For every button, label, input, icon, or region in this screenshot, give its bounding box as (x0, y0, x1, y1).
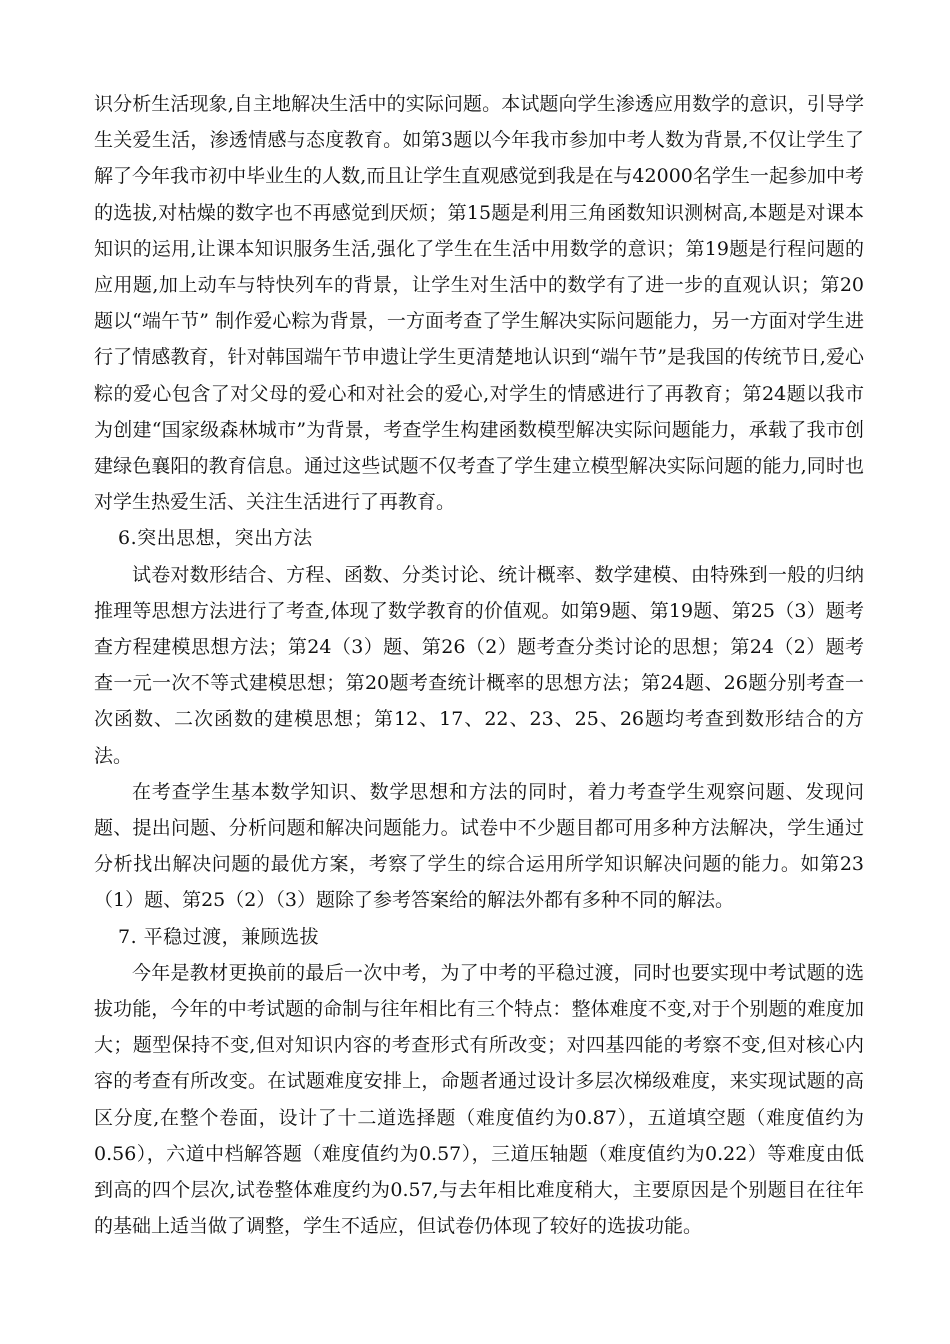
document-page (94, 86, 864, 1245)
section-heading-6: 6.突出思想，突出方法 (118, 527, 313, 550)
section-heading-7: 7. 平稳过渡，兼顾选拔 (118, 925, 320, 948)
paragraph-life-application: 识分析生活现象,自主地解决生活中的实际问题。本试题向学生渗透应用数学的意识，引导学生关爱生活，渗透情感与态度教育。如第3题以今年我市参加中考人数为背景,不仅让学生了解了今年我市初中毕业生的人数,而且让学生直观感觉到我是在与42000名学生一起参加中考的选拔,对枯燥的数字也不再感觉到厌烦；第15题是利用三角函数知识测树高,本题是对课本知识的运用,让课本知识服务生活,强化了学生在生活中用数学的意识；第19题是行程问题的应用题,加上动车与特快列车的背景，让学生对生活中的数学有了进一步的直观认识；第20题以“端午节” 制作爱心粽为背景，一方面考查了学生解决实际问题能力，另一方面对学生进行了情感教育，针对韩国端午节申遗让学生更清楚地认识到“端午节”是我国的传统节日,爱心粽的爱心包含了对父母的爱心和对社会的爱心,对学生的情感进行了再教育；第24题以我市为创建“国家级森林城市”为背景，考查学生构建函数模型解决实际问题能力，承载了我市创建绿色襄阳的教育信息。通过这些试题不仅考查了学生建立模型解决实际问题的能力,同时也对学生热爱生活、关注生活进行了再教育。 (94, 93, 864, 514)
paragraph-thinking-methods: 试卷对数形结合、方程、函数、分类讨论、统计概率、数学建模、由特殊到一般的归纳推理等思想方法进行了考查,体现了数学教育的价值观。如第9题、第19题、第25（3）题考查方程建模思想方法；第24（3）题、第26（2）题考查分类讨论的思想；第24（2）题考查一元一次不等式建模思想；第20题考查统计概率的思想方法；第24题、26题分别考查一次函数、二次函数的建模思想；第12、17、22、23、25、26题均考查到数形结合的方法。 (94, 563, 864, 767)
paragraph-difficulty-transition: 今年是教材更换前的最后一次中考，为了中考的平稳过渡，同时也要实现中考试题的选拔功能，今年的中考试题的命制与往年相比有三个特点：整体难度不变,对于个别题的难度加大；题型保持不变,但对知识内容的考查形式有所改变；对四基四能的考察不变,但对核心内容的考查有所改变。在试题难度安排上，命题者通过设计多层次梯级难度，来实现试题的高区分度,在整个卷面，设计了十二道选择题（难度值约为0.87），五道填空题（难度值约为0.56），六道中档解答题（难度值约为0.57），三道压轴题（难度值约为0.22）等难度由低到高的四个层次,试卷整体难度约为0.57,与去年相比难度稍大，主要原因是个别题目在往年的基础上适当做了调整，学生不适应，但试卷仍体现了较好的选拔功能。 (94, 961, 864, 1238)
paragraph-problem-solving: 在考查学生基本数学知识、数学思想和方法的同时，着力考查学生观察问题、发现问题、提出问题、分析问题和解决问题能力。试卷中不少题目都可用多种方法解决，学生通过分析找出解决问题的最优方案，考察了学生的综合运用所学知识解决问题的能力。如第23（1）题、第25（2）（3）题除了参考答案给的解法外都有多种不同的解法。 (94, 780, 864, 912)
